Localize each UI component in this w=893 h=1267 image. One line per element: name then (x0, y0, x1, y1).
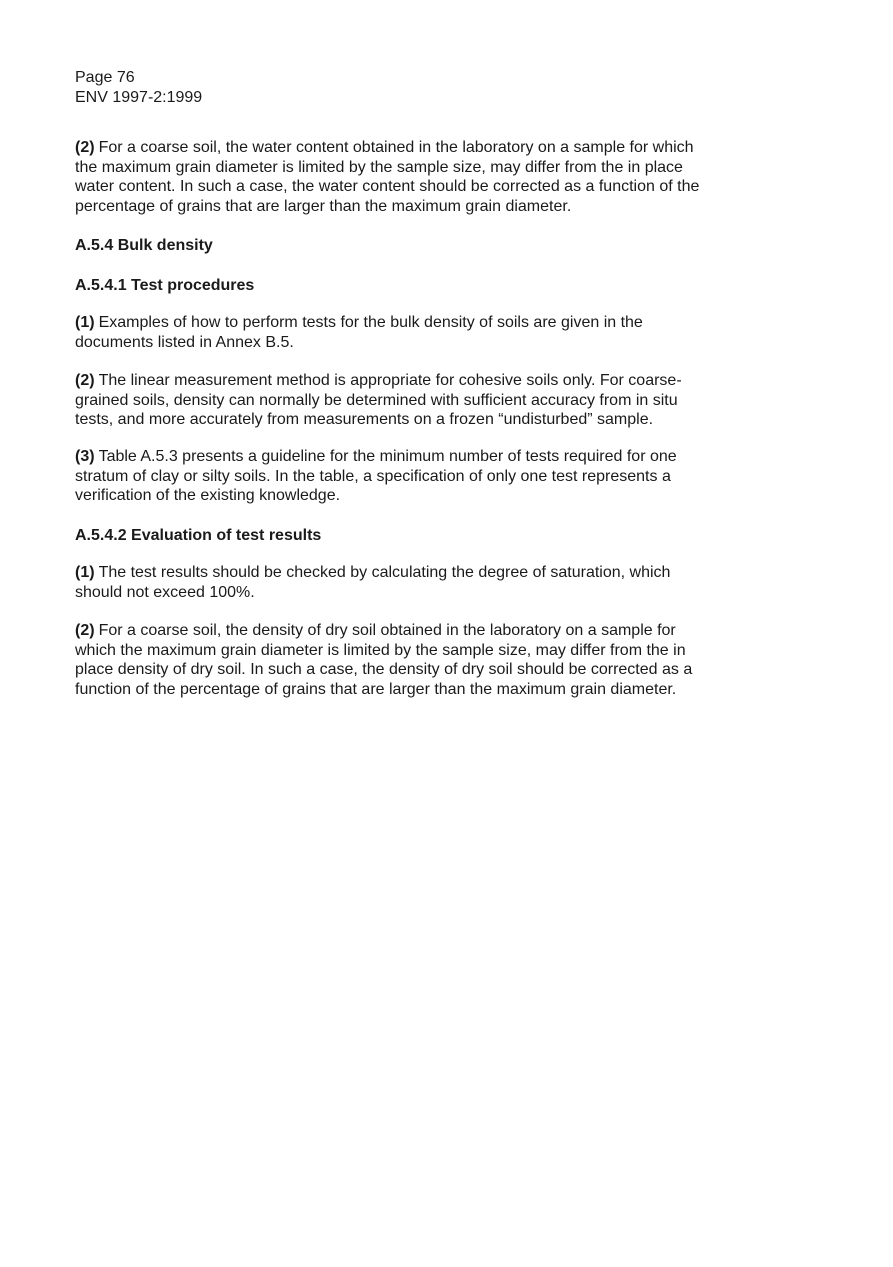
paragraph-line: The test results should be checked by calculating the degree of saturation, which (98, 564, 671, 581)
paragraph-line: tests, and more accurately from measurements on a frozen “undisturbed” sample. (75, 411, 654, 428)
paragraph-line: Table A.5.3 presents a guideline for the minimum number of tests required for one (98, 448, 677, 465)
paragraph-line: For a coarse soil, the water content obtained in the laboratory on a sample for which (98, 139, 694, 156)
paragraph-line: stratum of clay or silty soils. In the table, a specification of only one test represents a (75, 467, 671, 485)
paragraph-line: For a coarse soil, the density of dry soil obtained in the laboratory on a sample for (98, 622, 676, 639)
paragraph-line: which the maximum grain diameter is limited by the sample size, may differ from the in (75, 641, 686, 659)
paragraph-line: percentage of grains that are larger than the maximum grain diameter. (75, 197, 572, 215)
paragraph-line: The linear measurement method is appropriate for cohesive soils only. For coarse- (98, 372, 682, 389)
paragraph-line: Examples of how to perform tests for the bulk density of soils are given in the (98, 314, 643, 331)
paragraph-number: (3) (75, 448, 95, 465)
paragraph-line: the maximum grain diameter is limited by the sample size, may differ from the in place (75, 158, 683, 176)
paragraph-line: should not exceed 100%. (75, 583, 255, 601)
section-heading-bulk-density: A.5.4 Bulk density (75, 237, 213, 254)
paragraph-number: (2) (75, 622, 95, 639)
paragraph-line: water content. In such a case, the water content should be corrected as a function of the (75, 178, 700, 195)
paragraph-dry-density-correction (75, 621, 735, 699)
paragraph-line: place density of dry soil. In such a case, the density of dry soil should be corrected as a (75, 661, 693, 678)
standard-id: ENV 1997-2:1999 (75, 89, 203, 106)
paragraph-number: (1) (75, 564, 95, 581)
paragraph-line: documents listed in Annex B.5. (75, 333, 294, 351)
paragraph-number: (1) (75, 314, 95, 331)
section-heading-evaluation: A.5.4.2 Evaluation of test results (75, 527, 322, 544)
paragraph-water-content-correction (75, 138, 735, 216)
paragraph-line: function of the percentage of grains that are larger than the maximum grain diameter. (75, 680, 677, 698)
paragraph-line: verification of the existing knowledge. (75, 487, 341, 504)
paragraph-linear-measurement (75, 371, 735, 430)
page-header (75, 68, 202, 108)
paragraph-degree-of-saturation (75, 563, 735, 602)
paragraph-line: grained soils, density can normally be determined with sufficient accuracy from in situ (75, 391, 678, 409)
paragraph-table-guideline (75, 447, 735, 506)
paragraph-examples (75, 313, 735, 352)
section-heading-test-procedures: A.5.4.1 Test procedures (75, 277, 255, 294)
page-number: Page 76 (75, 69, 135, 86)
paragraph-number: (2) (75, 372, 95, 389)
paragraph-number: (2) (75, 139, 95, 156)
